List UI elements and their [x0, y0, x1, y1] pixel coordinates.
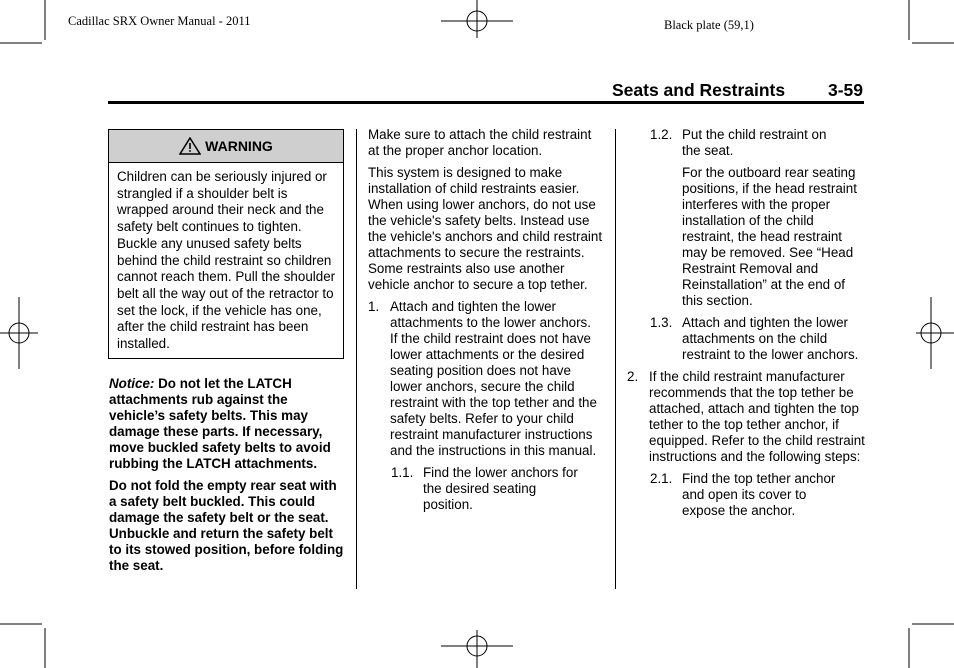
step-1-3 — [627, 315, 867, 363]
notice-paragraph-2: Do not fold the empty rear seat with a safety belt buckled. This could damage the safety belt or the seat. Unbuckle and return the safety belt to its stowed position, before folding the seat. — [109, 478, 344, 573]
step-1 — [368, 299, 604, 459]
step-1-text: Attach and tighten the lower attachments to the lower anchors. If the child restraint does not have lower attachments or the desired seating position does not have lower anchors, secure the child restraint with the top tether and the safety belts. Refer to your child restraint manufacturer instructions and the instructions in this manual. — [390, 299, 597, 458]
step-1-3-text: Attach and tighten the lower attachments on the child restraint to the lower anchors. — [682, 315, 859, 362]
notice-paragraph — [109, 376, 347, 472]
step-1-1-text: Find the lower anchors for the desired seating position. — [423, 465, 578, 512]
warning-box — [108, 129, 344, 359]
column-divider-1 — [356, 129, 357, 589]
step-2-text: If the child restraint manufacturer recommends that the top tether be attached, attach and tighten the top tether to the top tether anchor, if equipped. Refer to the child restraint instructions and the following steps: — [649, 369, 865, 464]
step-1-1 — [368, 465, 604, 513]
step-1-1-number: 1.1. — [391, 465, 414, 480]
warning-triangle-icon — [179, 137, 201, 155]
notice-text: Do not let the LATCH attachments rub against the vehicle’s safety belts. This may damage these parts. If necessary, move buckled safety belts to avoid rubbing the LATCH attachments. — [109, 376, 331, 471]
notice-label: Notice: — [109, 376, 155, 391]
step-1-number: 1. — [368, 299, 380, 314]
section-title: Seats and Restraints — [612, 80, 786, 100]
notice-column — [109, 376, 347, 580]
step-2-1-number: 2.1. — [650, 471, 673, 486]
warning-header — [109, 130, 343, 163]
page-number: 3-59 — [828, 80, 864, 100]
column-3 — [627, 127, 867, 519]
step-1-2-note: For the outboard rear seating positions, if the head restraint interferes with the proper installation of the child restraint, the head restraint may be removed. See “Head Restraint Removal and Reinstallation” at the end of this section. — [682, 165, 857, 308]
plate-label: Black plate (59,1) — [664, 18, 754, 32]
column-2 — [368, 127, 604, 513]
column-divider-2 — [615, 129, 616, 589]
step-1-2 — [627, 127, 867, 159]
step-1-2-number: 1.2. — [650, 127, 673, 142]
document-title: Cadillac SRX Owner Manual - 2011 — [68, 14, 251, 28]
header-rule — [108, 101, 864, 104]
step-2-1 — [627, 471, 867, 519]
warning-heading: WARNING — [205, 138, 273, 154]
step-2-1-text: Find the top tether anchor and open its cover to expose the anchor. — [682, 471, 836, 518]
step-1-3-number: 1.3. — [650, 315, 673, 330]
paragraph-anchor-location: Make sure to attach the child restraint at the proper anchor location. — [368, 127, 592, 158]
step-1-2-text: Put the child restraint on the seat. — [682, 127, 827, 158]
warning-text: Children can be seriously injured or strangled if a shoulder belt is wrapped around their neck and the safety belt continues to tighten. Buckle any unused safety belts behind the child restraint so children cannot reach them. Pull the shoulder belt all the way out of the retractor to set the lock, if the vehicle has one, after the child restraint has been installed. — [117, 169, 336, 352]
step-2 — [627, 369, 867, 465]
step-2-number: 2. — [627, 369, 639, 384]
paragraph-system-design: This system is designed to make installation of child restraints easier. When using lower anchors, do not use the vehicle's safety belts. Instead use the vehicle's anchors and child restraint attachments to secure the restraints. Some restraints also use another vehicle anchor to secure a top tether. — [368, 165, 603, 292]
